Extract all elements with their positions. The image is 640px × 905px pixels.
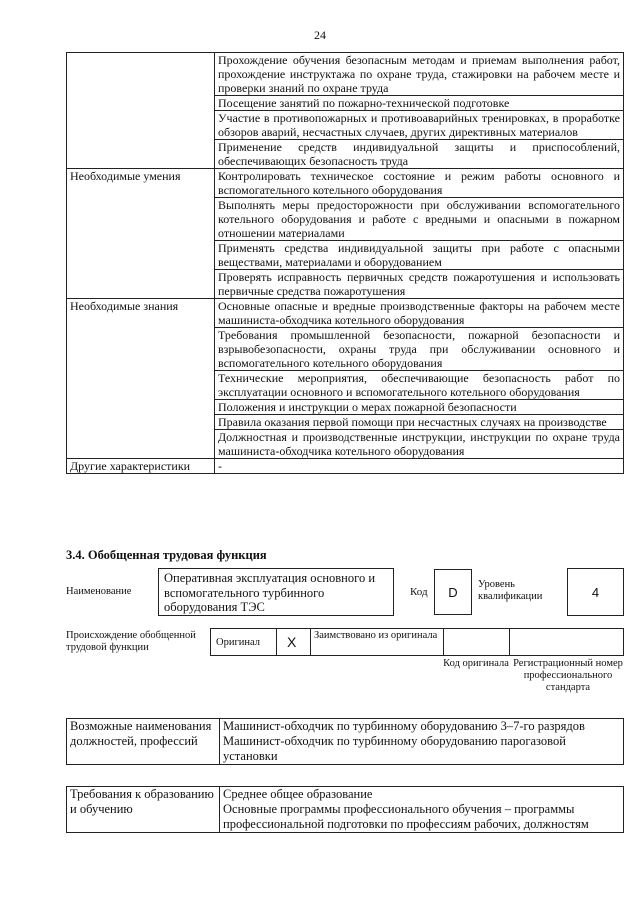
table-row: [67, 53, 624, 96]
education-line: Основные программы профессионального обучения – программы профессиональной подготовки по профессиям рабочих, должностям: [223, 802, 589, 831]
education-table: [66, 786, 624, 833]
row-item-text: Применять средства индивидуальной защиты при работе с опасными веществами, материалами и оборудованием: [215, 241, 624, 270]
code-label: Код: [410, 586, 428, 598]
requirements-table: [66, 52, 624, 474]
row-item-text: Контролировать техническое состояние и режим работы основного и вспомогательного котельного оборудования: [215, 169, 624, 198]
page-number: 24: [314, 28, 326, 42]
registration-caption: Регистрационный номер профессионального стандарта: [513, 658, 623, 693]
row-item-text: -: [215, 459, 624, 474]
position-line: Машинист-обходчик по турбинному оборудованию 3–7-го разрядов: [223, 719, 585, 733]
original-mark: X: [287, 634, 297, 650]
table-row: [67, 169, 624, 198]
row-item-text: Проверять исправность первичных средств пожаротушения и использовать первичные средства пожаротушения: [215, 270, 624, 299]
positions-values: [220, 719, 624, 765]
education-values: [220, 787, 624, 833]
row-group-label: Другие характеристики: [67, 459, 215, 474]
positions-table: [66, 718, 624, 765]
level-value-box: [567, 568, 624, 616]
row-item-text: Применение средств индивидуальной защиты и приспособлений, обеспечивающих безопасность труда: [215, 140, 624, 169]
row-item-text: Выполнять меры предосторожности при обслуживании вспомогательного котельного оборудования и работе с вредными и опасными в пожарном отношении материалами: [215, 198, 624, 241]
row-item-text: Должностная и производственные инструкции, инструкции по охране труда машиниста-обходчика котельного оборудования: [215, 430, 624, 459]
level-value: 4: [591, 585, 600, 600]
function-name-box: [158, 568, 394, 616]
row-item-text: Требования промышленной безопасности, пожарной безопасности и взрывобезопасности, охраны труда при обслуживании основного и вспомогательного котельного оборудования: [215, 328, 624, 371]
function-name-value: Оперативная эксплуатация основного и вспомогательного турбинного оборудования ТЭС: [164, 571, 376, 614]
table-row: [67, 459, 624, 474]
table-row: [67, 299, 624, 328]
row-item-text: Посещение занятий по пожарно-технической подготовке: [215, 96, 624, 111]
row-group-label: Необходимые умения: [67, 169, 215, 299]
row-item-text: Положения и инструкции о мерах пожарной безопасности: [215, 400, 624, 415]
positions-label: Возможные наименования должностей, профессий: [67, 719, 220, 765]
level-label: Уровень квалификации: [478, 579, 543, 602]
section-title: 3.4. Обобщенная трудовая функция: [66, 548, 267, 562]
row-group-label: Необходимые знания: [67, 299, 215, 459]
education-line: Среднее общее образование: [223, 787, 373, 801]
code-value: D: [448, 585, 458, 600]
row-group-label: [67, 53, 215, 169]
row-item-text: Технические мероприятия, обеспечивающие безопасность работ по эксплуатации основного и вспомогательного котельного оборудования: [215, 371, 624, 400]
origin-label: Происхождение обобщенной трудовой функции: [66, 630, 196, 653]
row-item-text: Участие в противопожарных и противоаварийных тренировках, в проработке обзоров аварий, несчастных случаев, других директивных материалов: [215, 111, 624, 140]
position-line: Машинист-обходчик по турбинному оборудованию парогазовой установки: [223, 734, 566, 763]
original-label: Оригинал: [216, 637, 260, 648]
row-item-text: Прохождение обучения безопасным методам и приемам выполнения работ, прохождение инструктажа по охране труда, стажировки на рабочем месте и проверки знаний по охране труда: [215, 53, 624, 96]
row-item-text: Основные опасные и вредные производственные факторы на рабочем месте машиниста-обходчика котельного оборудования: [215, 299, 624, 328]
education-label: Требования к образованию и обучению: [67, 787, 220, 833]
code-value-box: [434, 569, 472, 615]
row-item-text: Правила оказания первой помощи при несчастных случаях на производстве: [215, 415, 624, 430]
borrowed-label: Заимствовано из оригинала: [314, 630, 438, 641]
code-original-caption: Код оригинала: [443, 658, 509, 669]
name-label: Наименование: [66, 586, 132, 597]
